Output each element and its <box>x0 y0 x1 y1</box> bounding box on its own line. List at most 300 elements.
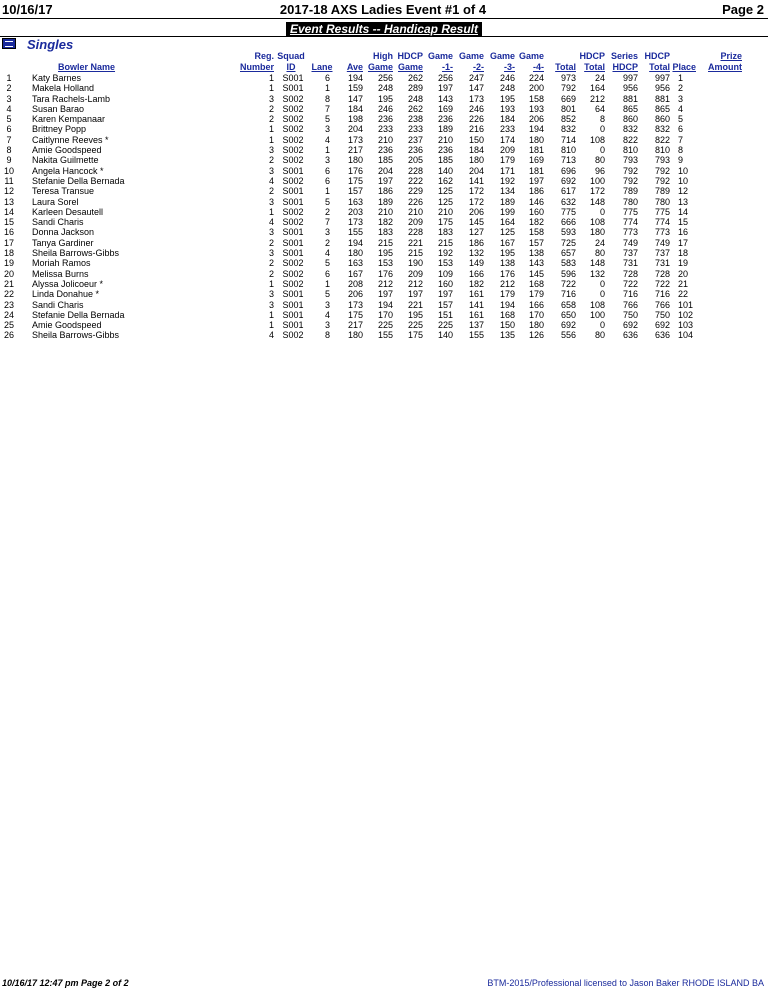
game-2: 161 <box>468 289 484 300</box>
series-hdcp: 636 <box>622 330 638 341</box>
table-row <box>2 310 742 320</box>
reg-number: 3 <box>268 248 274 259</box>
high-game: 248 <box>377 83 393 94</box>
game-2: 132 <box>468 248 484 259</box>
game-4: 145 <box>528 268 544 279</box>
game-4: 179 <box>528 289 544 300</box>
row-number: 21 <box>3 278 14 289</box>
game-1: 197 <box>437 289 453 300</box>
subtitle-divider <box>0 36 768 37</box>
bowler-name: Sheila Barrows-Gibbs <box>32 330 120 341</box>
lane: 3 <box>324 124 330 135</box>
hdcp-total: 100 <box>589 175 605 186</box>
total: 596 <box>560 268 576 279</box>
table-row <box>2 217 742 227</box>
bowler-name: Melissa Burns <box>32 268 89 279</box>
table-row <box>2 269 742 279</box>
high-game: 233 <box>377 124 393 135</box>
average: 180 <box>347 155 363 166</box>
high-game: 170 <box>377 309 393 320</box>
game-1: 169 <box>437 103 453 114</box>
hdcp-game: 195 <box>407 309 423 320</box>
high-game: 186 <box>377 186 393 197</box>
high-game: 215 <box>377 237 393 248</box>
reg-number: 1 <box>268 73 274 83</box>
series-hdcp: 792 <box>622 175 638 186</box>
game-1: 175 <box>437 217 453 228</box>
bowler-name: Donna Jackson <box>32 227 95 238</box>
hdcp-series-total: 780 <box>654 196 670 207</box>
high-game: 176 <box>377 268 393 279</box>
col-total: Total <box>555 62 576 72</box>
place: 12 <box>678 186 689 197</box>
series-hdcp: 773 <box>622 227 638 238</box>
place: 4 <box>678 103 684 114</box>
table-row <box>2 300 742 310</box>
squad-id: S001 <box>282 227 304 238</box>
place: 6 <box>678 124 684 135</box>
reg-number: 2 <box>268 186 274 197</box>
row-number: 23 <box>3 299 14 310</box>
high-game: 153 <box>377 258 393 269</box>
game-2: 247 <box>468 73 484 83</box>
report-subtitle-text: Event Results -- Handicap Result <box>286 22 482 36</box>
prize-amount <box>696 279 742 289</box>
series-hdcp: 716 <box>622 289 638 300</box>
total: 556 <box>560 330 576 341</box>
game-1: 189 <box>437 124 453 135</box>
hdcp-series-total: 716 <box>654 289 670 300</box>
game-1: 215 <box>437 237 453 248</box>
squad-id: S002 <box>282 114 304 125</box>
bowler-name: Sandi Charis <box>32 217 84 228</box>
place: 10 <box>678 165 689 176</box>
hdcp-game: 289 <box>407 83 423 94</box>
high-game: 183 <box>377 227 393 238</box>
squad-id: S002 <box>282 268 304 279</box>
game-2: 182 <box>468 278 484 289</box>
table-row <box>2 114 742 124</box>
game-1: 151 <box>437 309 453 320</box>
place: 2 <box>678 83 684 94</box>
game-1: 185 <box>437 155 453 166</box>
game-3: 246 <box>499 73 515 83</box>
game-1: 236 <box>437 145 453 156</box>
lane: 6 <box>324 268 330 279</box>
game-2: 173 <box>468 93 484 104</box>
hdcp-game: 190 <box>407 258 423 269</box>
place: 103 <box>678 320 694 331</box>
table-row <box>2 330 742 340</box>
prize-amount <box>696 217 742 227</box>
bowler-name: Stefanie Della Bernada <box>32 309 125 320</box>
lane: 1 <box>324 278 330 289</box>
average: 180 <box>347 248 363 259</box>
game-3: 167 <box>499 237 515 248</box>
hdcp-game: 262 <box>407 73 423 83</box>
series-hdcp: 749 <box>622 237 638 248</box>
series-hdcp: 737 <box>622 248 638 259</box>
game-2: 141 <box>468 299 484 310</box>
row-number: 6 <box>6 124 12 135</box>
place: 22 <box>678 289 689 300</box>
row-number: 11 <box>4 175 14 186</box>
squad-id: S002 <box>282 258 304 269</box>
high-game: 204 <box>377 165 393 176</box>
prize-amount <box>696 320 742 330</box>
high-game: 189 <box>377 196 393 207</box>
hdcp-game: 225 <box>407 320 423 331</box>
hdcp-game: 221 <box>407 299 423 310</box>
squad-id: S002 <box>282 206 304 217</box>
game-3: 134 <box>499 186 515 197</box>
prize-amount <box>696 248 742 258</box>
reg-number: 4 <box>268 217 274 228</box>
reg-number: 4 <box>268 175 274 186</box>
squad-id: S001 <box>282 83 304 94</box>
table-row <box>2 166 742 176</box>
game-3: 164 <box>499 217 515 228</box>
footer-license: BTM-2015/Professional licensed to Jason Baker RHODE ISLAND BA <box>487 978 764 988</box>
prize-amount <box>696 207 742 217</box>
prize-amount <box>696 73 742 83</box>
col-place: Place <box>672 62 696 72</box>
prize-amount <box>696 114 742 124</box>
table-row <box>2 279 742 289</box>
hdcp-total: 212 <box>589 93 605 104</box>
col-game-3: Game -3- <box>489 51 515 72</box>
lane: 7 <box>324 217 330 228</box>
hdcp-series-total: 881 <box>654 93 670 104</box>
bowler-name: Caitlynne Reeves * <box>32 134 109 145</box>
game-4: 169 <box>528 155 544 166</box>
bowler-name: Tanya Gardiner <box>32 237 94 248</box>
table-row <box>2 186 742 196</box>
game-1: 256 <box>437 73 453 83</box>
row-number: 17 <box>3 237 14 248</box>
game-4: 146 <box>528 196 544 207</box>
hdcp-series-total: 774 <box>654 217 670 228</box>
table-row <box>2 289 742 299</box>
game-3: 212 <box>499 278 515 289</box>
squad-id: S001 <box>282 165 304 176</box>
game-3: 189 <box>499 196 515 207</box>
game-1: 210 <box>437 134 453 145</box>
high-game: 236 <box>377 145 393 156</box>
series-hdcp: 822 <box>622 134 638 145</box>
place: 5 <box>678 114 684 125</box>
row-number: 13 <box>3 196 14 207</box>
game-4: 158 <box>528 227 544 238</box>
high-game: 246 <box>377 103 393 114</box>
hdcp-total: 0 <box>599 278 605 289</box>
prize-amount <box>696 135 742 145</box>
table-header-row <box>2 51 742 73</box>
average: 176 <box>347 165 363 176</box>
total: 714 <box>560 134 576 145</box>
place: 21 <box>678 278 689 289</box>
row-number: 12 <box>3 186 14 197</box>
table-row <box>2 176 742 186</box>
game-2: 226 <box>468 114 484 125</box>
hdcp-game: 229 <box>407 186 423 197</box>
series-hdcp: 780 <box>622 196 638 207</box>
average: 194 <box>347 73 363 83</box>
game-1: 143 <box>437 93 453 104</box>
place: 8 <box>678 145 684 156</box>
col-hdcp-total: HDCP Total <box>579 51 605 72</box>
total: 792 <box>560 83 576 94</box>
place: 14 <box>678 206 689 217</box>
hdcp-total: 96 <box>594 165 605 176</box>
game-2: 184 <box>468 145 484 156</box>
hdcp-series-total: 865 <box>654 103 670 114</box>
col-high-game: High Game <box>367 51 393 72</box>
game-2: 186 <box>468 237 484 248</box>
prize-amount <box>696 227 742 237</box>
game-1: 157 <box>437 299 453 310</box>
bowler-name: Sandi Charis <box>32 299 84 310</box>
total: 650 <box>560 309 576 320</box>
col-hdcp-total-2: HDCP Total <box>644 51 670 72</box>
squad-id: S001 <box>282 289 304 300</box>
game-3: 194 <box>499 299 515 310</box>
prize-amount <box>696 104 742 114</box>
col-series-hdcp: Series HDCP <box>610 51 638 72</box>
series-hdcp: 881 <box>622 93 638 104</box>
high-game: 195 <box>377 248 393 259</box>
game-1: 125 <box>437 186 453 197</box>
col-prize-amount: Prize Amount <box>708 51 742 72</box>
series-hdcp: 722 <box>622 278 638 289</box>
col-game-1: Game -1- <box>427 51 453 72</box>
place: 18 <box>678 248 689 259</box>
squad-id: S002 <box>282 145 304 156</box>
reg-number: 4 <box>268 330 274 341</box>
game-3: 209 <box>499 145 515 156</box>
game-4: 166 <box>528 299 544 310</box>
game-1: 183 <box>437 227 453 238</box>
high-game: 197 <box>377 289 393 300</box>
reg-number: 3 <box>268 93 274 104</box>
col-squad-id: Squad ID <box>277 51 305 72</box>
game-3: 199 <box>499 206 515 217</box>
table-row <box>2 238 742 248</box>
prize-amount <box>696 155 742 165</box>
table-row <box>2 124 742 134</box>
game-2: 172 <box>468 186 484 197</box>
prize-amount <box>696 269 742 279</box>
reg-number: 2 <box>268 237 274 248</box>
series-hdcp: 793 <box>622 155 638 166</box>
game-2: 180 <box>468 155 484 166</box>
game-2: 166 <box>468 268 484 279</box>
table-row <box>2 207 742 217</box>
prize-amount <box>696 145 742 155</box>
game-1: 197 <box>437 83 453 94</box>
bowler-name: Brittney Popp <box>32 124 87 135</box>
row-number: 3 <box>6 93 12 104</box>
high-game: 225 <box>377 320 393 331</box>
average: 157 <box>347 186 363 197</box>
table-row <box>2 83 742 93</box>
high-game: 182 <box>377 217 393 228</box>
row-number: 19 <box>3 258 14 269</box>
high-game: 236 <box>377 114 393 125</box>
col-game-2: Game -2- <box>458 51 484 72</box>
hdcp-game: 175 <box>407 330 423 341</box>
reg-number: 1 <box>268 83 274 94</box>
high-game: 194 <box>377 299 393 310</box>
squad-id: S001 <box>282 309 304 320</box>
row-number: 5 <box>6 114 12 125</box>
hdcp-game: 236 <box>407 145 423 156</box>
lane: 3 <box>324 155 330 166</box>
hdcp-total: 108 <box>589 299 605 310</box>
average: 155 <box>347 227 363 238</box>
total: 722 <box>560 278 576 289</box>
bowler-name: Sheila Barrows-Gibbs <box>32 248 120 259</box>
game-2: 149 <box>468 258 484 269</box>
average: 203 <box>347 206 363 217</box>
average: 159 <box>347 83 363 94</box>
hdcp-total: 24 <box>594 237 605 248</box>
bowler-name: Katy Barnes <box>32 73 82 83</box>
reg-number: 3 <box>268 145 274 156</box>
hdcp-total: 132 <box>589 268 605 279</box>
table-row <box>2 104 742 114</box>
game-4: 180 <box>528 320 544 331</box>
section-title: Singles <box>27 37 74 52</box>
lane: 5 <box>324 196 330 207</box>
game-3: 176 <box>499 268 515 279</box>
total: 810 <box>560 145 576 156</box>
series-hdcp: 750 <box>622 309 638 320</box>
prize-amount <box>696 330 742 340</box>
total: 775 <box>560 206 576 217</box>
game-3: 233 <box>499 124 515 135</box>
table-row <box>2 94 742 104</box>
hdcp-series-total: 789 <box>654 186 670 197</box>
reg-number: 1 <box>268 309 274 320</box>
high-game: 155 <box>377 330 393 341</box>
hdcp-total: 148 <box>589 258 605 269</box>
game-1: 236 <box>437 114 453 125</box>
game-4: 182 <box>528 217 544 228</box>
average: 204 <box>347 124 363 135</box>
hdcp-series-total: 749 <box>654 237 670 248</box>
lane: 4 <box>324 309 330 320</box>
hdcp-total: 0 <box>599 320 605 331</box>
game-2: 137 <box>468 320 484 331</box>
hdcp-total: 164 <box>589 83 605 94</box>
hdcp-total: 8 <box>599 114 605 125</box>
col-lane: Lane <box>311 62 333 72</box>
place: 13 <box>678 196 689 207</box>
game-3: 174 <box>499 134 515 145</box>
lane: 7 <box>324 103 330 114</box>
row-number: 26 <box>3 330 14 341</box>
game-1: 162 <box>437 175 453 186</box>
game-4: 224 <box>528 73 544 83</box>
lane: 4 <box>324 248 330 259</box>
game-1: 140 <box>437 330 453 341</box>
average: 173 <box>347 217 363 228</box>
squad-id: S001 <box>282 186 304 197</box>
reg-number: 1 <box>268 206 274 217</box>
game-3: 125 <box>499 227 515 238</box>
reg-number: 3 <box>268 289 274 300</box>
place: 10 <box>678 175 689 186</box>
game-3: 192 <box>499 175 515 186</box>
reg-number: 1 <box>268 124 274 135</box>
game-4: 160 <box>528 206 544 217</box>
average: 175 <box>347 175 363 186</box>
average: 167 <box>347 268 363 279</box>
bowler-name: Amie Goodspeed <box>32 145 102 156</box>
game-4: 181 <box>528 165 544 176</box>
total: 657 <box>560 248 576 259</box>
report-title: 2017-18 AXS Ladies Event #1 of 4 <box>279 2 487 17</box>
game-2: 216 <box>468 124 484 135</box>
hdcp-game: 212 <box>407 278 423 289</box>
hdcp-series-total: 860 <box>654 114 670 125</box>
hdcp-total: 0 <box>599 124 605 135</box>
high-game: 210 <box>377 206 393 217</box>
game-3: 168 <box>499 309 515 320</box>
bowler-name: Karleen Desautell <box>32 206 104 217</box>
game-4: 206 <box>528 114 544 125</box>
lane: 6 <box>324 165 330 176</box>
footer-timestamp: 10/16/17 12:47 pm Page 2 of 2 <box>2 978 129 988</box>
average: 173 <box>347 134 363 145</box>
bowler-name: Alyssa Jolicoeur * <box>32 278 104 289</box>
game-3: 171 <box>499 165 515 176</box>
row-number: 22 <box>3 289 14 300</box>
game-2: 204 <box>468 165 484 176</box>
average: 217 <box>347 145 363 156</box>
average: 175 <box>347 309 363 320</box>
prize-amount <box>696 310 742 320</box>
game-1: 109 <box>437 268 453 279</box>
hdcp-total: 0 <box>599 289 605 300</box>
reg-number: 2 <box>268 258 274 269</box>
hdcp-series-total: 810 <box>654 145 670 156</box>
total: 832 <box>560 124 576 135</box>
game-1: 125 <box>437 196 453 207</box>
row-number: 1 <box>6 73 12 83</box>
game-2: 246 <box>468 103 484 114</box>
total: 632 <box>560 196 576 207</box>
game-3: 195 <box>499 248 515 259</box>
total: 593 <box>560 227 576 238</box>
lane: 3 <box>324 299 330 310</box>
hdcp-game: 221 <box>407 237 423 248</box>
row-number: 9 <box>6 155 12 166</box>
game-4: 157 <box>528 237 544 248</box>
col-ave: Ave <box>346 62 363 72</box>
lane: 1 <box>324 186 330 197</box>
col-bowler-name: Bowler Name <box>58 62 116 72</box>
place: 1 <box>678 73 684 83</box>
hdcp-game: 262 <box>407 103 423 114</box>
high-game: 197 <box>377 175 393 186</box>
squad-id: S001 <box>282 248 304 259</box>
squad-id: S001 <box>282 299 304 310</box>
game-2: 206 <box>468 206 484 217</box>
lane: 5 <box>324 289 330 300</box>
game-3: 135 <box>499 330 515 341</box>
